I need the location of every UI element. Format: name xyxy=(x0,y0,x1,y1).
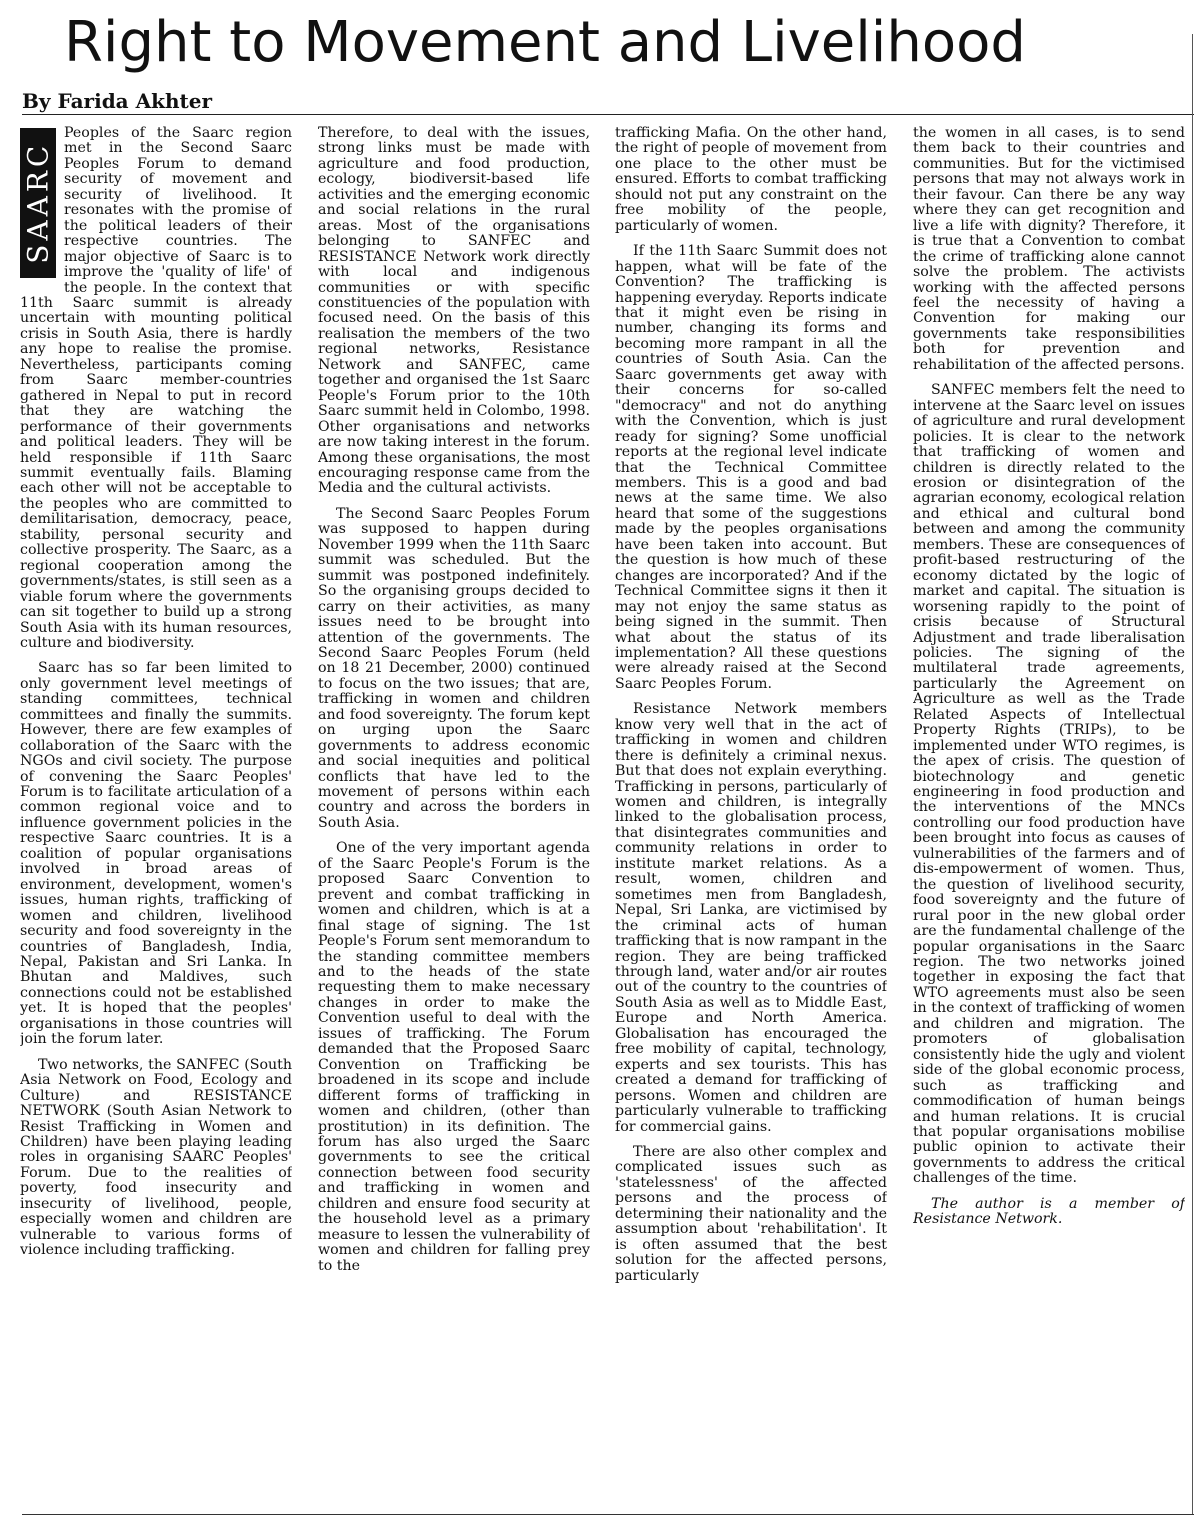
column-1 xyxy=(20,126,292,1511)
byline-rule xyxy=(22,90,1194,115)
paragraph: Resistance Network members know very well that in the act of trafficking in women and children there is definitely a criminal nexus. But that does not explain everything. Trafficking in persons, particularly of women and children, is integrally linked to the globalisation process, that disintegrates communities and community relations in order to institute market relations. As a result, women, children and sometimes men from Bangladesh, Nepal, Sri Lanka, are victimised by the criminal acts of human trafficking that is now rampant in the region. They are being trafficked through land, water and/or air routes out of the country to the countries of South Asia as well as to Middle East, Europe and North America. Globalisation has encouraged the free mobility of capital, technology, experts and sex tourists. This has created a demand for trafficking of persons. Women and children are particularly vulnerable to trafficking for commercial gains. xyxy=(615,701,887,1135)
column-3 xyxy=(615,126,887,1511)
bottom-border-rule xyxy=(22,1514,1194,1515)
paragraph: Therefore, to deal with the issues, strong links must be made with agriculture and food production, ecology, biodiversit-based life activities and the emerging economic and social relations in the rural areas. Most of the organisations belonging to SANFEC and RESISTANCE Network work directly with local and indigenous communities or with specific constituencies of the population with focused need. On the basis of this realisation the members of the two regional networks, Resistance Network and SANFEC, came together and organised the 1st Saarc People's Forum prior to the 10th Saarc summit held in Colombo, 1998. Other organisations and networks are now taking interest in the forum. Among these organisations, the most encouraging response came from the Media and the cultural activists. xyxy=(318,126,590,497)
paragraph: The Second Saarc Peoples Forum was supposed to happen during November 1999 when the 11th Saarc summit was scheduled. But the summit was postponed indefinitely. So the organising groups decided to carry on their activities, as many issues need to be brought into attention of the governments. The Second Saarc Peoples Forum (held on 18 21 December, 2000) continued to focus on the two issues; that are, trafficking in women and children and food sovereignty. The forum kept on urging upon the Saarc governments to address economic and social inequities and political conflicts that have led to the movement of persons within each country and across the borders in South Asia. xyxy=(318,505,590,831)
paragraph: One of the very important agenda of the Saarc People's Forum is the proposed Saarc Convention to prevent and combat trafficking in women and children, which is at a final stage of signing. The 1st People's Forum sent memorandum to the standing committee members and to the heads of the state requesting them to make necessary changes in order to make the Convention useful to deal with the issues of trafficking. The Forum demanded that the Proposed Saarc Convention on Trafficking be broadened in its scope and include different forms of trafficking in women and children, (other than prostitution) in its definition. The forum has also urged the Saarc governments to see the critical connection between food security and trafficking in women and children and ensure food security at the household level as a primary measure to lessen the vulnerability of women and children for falling prey to the xyxy=(318,840,590,1274)
paragraph: SANFEC members felt the need to intervene at the Saarc level on issues of agriculture and rural development policies. It is clear to the network that trafficking of women and children is directly related to the erosion or disintegration of the agrarian economy, ecological relation and ethical and cultural bond between and among the community members. These are consequences of profit-based restructuring of the economy dictated by the logic of market and capital. The situation is worsening rapidly to the point of crisis because of Structural Adjustment and trade liberalisation policies. The signing of the multilateral trade agreements, particularly the Agreement on Agriculture as well as the Trade Related Aspects of Intellectual Property Rights (TRIPs), to be implemented under WTO regimes, is the apex of crisis. The question of biotechnology and genetic engineering in food production and the interventions of the MNCs controlling our food production have been brought into focus as causes of vulnerabilities of the farmers and of dis-empowerment of women. Thus, the question of livelihood security, food sovereignty and the future of rural poor in the new global order are the fundamental challenge of the popular organisations in the Saarc region. The two networks joined together in exposing the fact that WTO agreements must also be seen in the context of trafficking of women and children and migration. The promoters of globalisation consistently hide the ugly and violent side of the global economic process, such as trafficking and commodification of human beings and human relations. It is crucial that popular organisations mobilise public opinion to activate their governments to address the critical challenges of the time. xyxy=(913,382,1185,1187)
paragraph: trafficking Mafia. On the other hand, the right of people of movement from one place to the other must be ensured. Efforts to combat trafficking should not put any constraint on the free mobility of the people, particularly of women. xyxy=(615,126,887,234)
column-2 xyxy=(318,126,590,1511)
paragraph: the women in all cases, is to send them back to their countries and communities. But for the victimised persons that may not always work in their favour. Can there be any way where they can get recognition and live a life with dignity? Therefore, it is true that a Convention to combat the crime of trafficking alone cannot solve the problem. The activists working with the affected persons feel the necessity of having a Convention for making our governments take responsibilities both for prevention and rehabilitation of the affected persons. xyxy=(913,126,1185,373)
section-tag xyxy=(20,128,56,278)
right-border-rule xyxy=(1192,34,1193,1514)
paragraph: Two networks, the SANFEC (South Asia Network on Food, Ecology and Culture) and RESISTANCE NETWORK (South Asian Network to Resist Trafficking in Women and Children) have been playing leading roles in organising SAARC Peoples' Forum. Due to the realities of poverty, food insecurity and insecurity of livelihood, people, especially women and children are vulnerable to various forms of violence including trafficking. xyxy=(20,1056,292,1259)
paragraph: There are also other complex and complicated issues such as 'statelessness' of the affected persons and the process of determining their nationality and the assumption about 'rehabilitation'. It is often assumed that the best solution for the affected persons, particularly xyxy=(615,1144,887,1284)
paragraph: Saarc has so far been limited to only government level meetings of standing committees, technical committees and finally the summits. However, there are few examples of collaboration of the Saarc with the NGOs and civil society. The purpose of convening the Saarc Peoples' Forum is to facilitate articulation of a common regional voice and to influence government policies in the respective Saarc countries. It is a coalition of popular organisations involved in broad areas of environment, development, women's issues, human rights, trafficking of women and children, livelihood security and food sovereignty in the countries of Bangladesh, India, Nepal, Pakistan and Sri Lanka. In Bhutan and Maldives, such connections could not be established yet. It is hoped that the peoples' organisations in those countries will join the forum later. xyxy=(20,660,292,1048)
paragraph: If the 11th Saarc Summit does not happen, what will be fate of the Convention? The trafficking is happening everyday. Reports indicate that it might even be rising in number, changing its forms and becoming more rampant in all the countries of South Asia. Can the Saarc governments get away with their concerns for so-called "democracy" and not do anything with the Convention, which is just ready for signing? Some unofficial reports at the regional level indicate that the Technical Committee members. This is a good and bad news at the same time. We also heard that some of the suggestions made by the peoples organisations have been taken into account. But the question is how much of these changes are incorporated? And if the Technical Committee signs it then it may not enjoy the same status as being signed in the summit. Then what about the status of its implementation? All these questions were already raised at the Second Saarc Peoples Forum. xyxy=(615,243,887,692)
author-note: The author is a member of Resistance Network. xyxy=(913,1195,1185,1228)
headline: Right to Movement and Livelihood xyxy=(64,10,1026,75)
column-4 xyxy=(913,126,1185,1511)
section-tag-label: SAARC xyxy=(21,141,55,265)
paragraph: Peoples of the Saarc region met in the Second Saarc Peoples Forum to demand security of movement and security of livelihood. It resonates with the promise of the political leaders of their respective countries. The major objective of Saarc is to improve the 'quality of life' of the people. In the context that 11th Saarc summit is already uncertain with mounting political crisis in South Asia, there is hardly any hope to realise the promise. Nevertheless, participants coming from Saarc member-countries gathered in Nepal to put in record that they are watching the performance of their governments and political leaders. They will be held responsible if 11th Saarc summit eventually fails. Blaming each other will not be acceptable to the peoples who are committed to demilitarisation, democracy, peace, stability, personal security and collective prosperity. The Saarc, as a regional cooperation among the governments/states, is still seen as a viable forum where the governments can sit together to build up a strong South Asia with its human resources, culture and biodiversity. xyxy=(20,126,292,651)
byline: By Farida Akhter xyxy=(22,89,218,113)
